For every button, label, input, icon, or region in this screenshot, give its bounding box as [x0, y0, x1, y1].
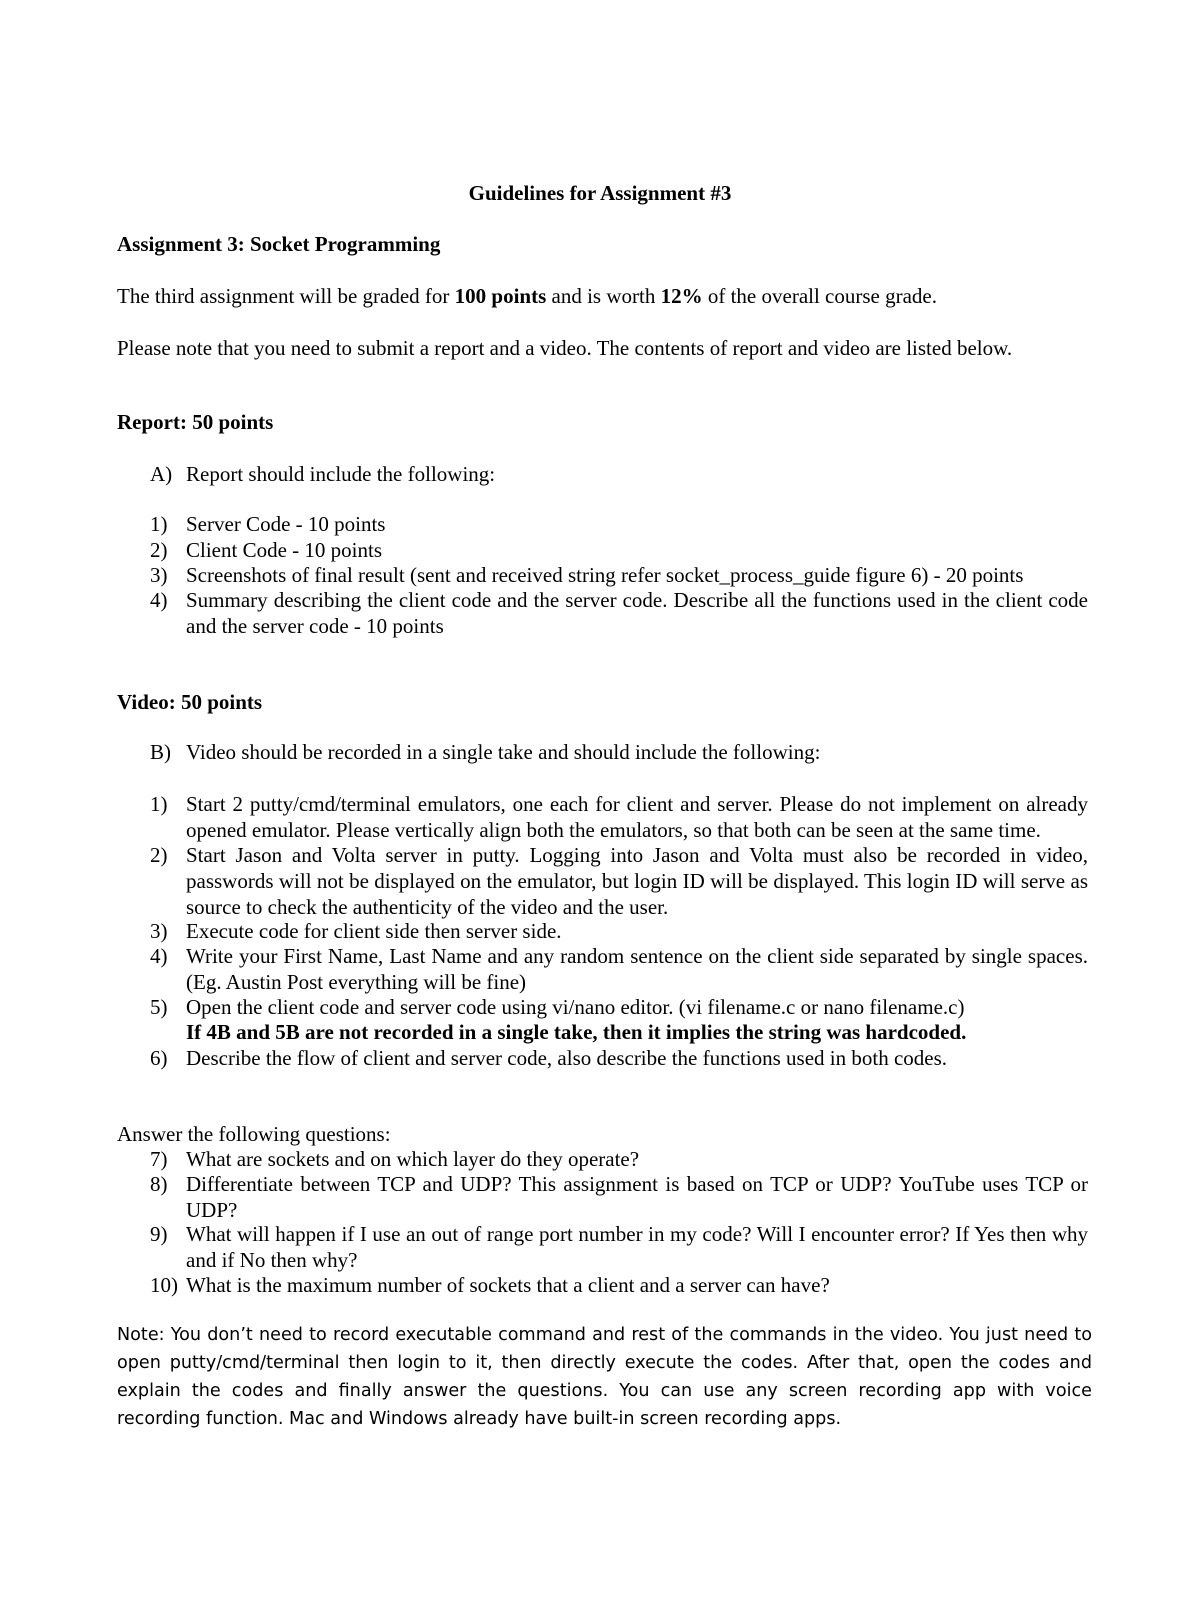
video-heading: Video: 50 points — [117, 690, 263, 714]
list-marker: 1) — [150, 512, 168, 536]
list-marker: 3) — [150, 919, 168, 943]
list-item: Open the client code and server code using vi/nano editor. (vi filename.c or nano filename.c) — [186, 995, 965, 1019]
list-marker: 4) — [150, 588, 168, 612]
grading-points: 100 points — [454, 284, 547, 308]
list-marker: 4) — [150, 944, 168, 968]
list-item: Describe the flow of client and server code, also describe the functions used in both codes. — [186, 1046, 948, 1070]
list-item: What are sockets and on which layer do they operate? — [186, 1147, 640, 1171]
grading-percent: 12% — [660, 284, 703, 308]
report-intro: Report should include the following: — [186, 462, 496, 486]
report-heading: Report: 50 points — [117, 410, 274, 434]
grading-pre: The third assignment will be graded for — [117, 284, 455, 308]
list-marker: 7) — [150, 1147, 168, 1171]
list-marker: 5) — [150, 995, 168, 1019]
list-item: Start Jason and Volta server in putty. Logging into Jason and Volta must also be recorded in video, passwords will not be displayed on the emulator, but login ID will be displayed. This login ID will serve as source to check the authenticity of the video and the user. — [186, 843, 1088, 919]
assignment-heading: Assignment 3: Socket Programming — [117, 232, 441, 256]
grading-statement — [117, 283, 937, 309]
list-marker: 6) — [150, 1046, 168, 1070]
list-item: Summary describing the client code and the server code. Describe all the functions used in the client code and the server code - 10 points — [186, 588, 1088, 638]
list-item: What will happen if I use an out of range port number in my code? Will I encounter error? If Yes then why and if No then why? — [186, 1222, 1088, 1272]
list-marker: 2) — [150, 538, 168, 562]
report-intro-marker: A) — [150, 462, 173, 486]
closing-note: Note: You don’t need to record executable command and rest of the commands in the video. You just need to open putty/cmd/terminal then login to it, then directly execute the codes. After that, open the codes and explain the codes and finally answer the questions. You can use any screen recording app with voice recording function. Mac and Windows already have built-in screen recording apps. — [117, 1325, 1092, 1429]
list-item: Start 2 putty/cmd/terminal emulators, one each for client and server. Please do not implement on already opened emulator. Please vertically align both the emulators, so that both can be seen at the same time. — [186, 792, 1088, 842]
submit-note: Please note that you need to submit a report and a video. The contents of report and video are listed below. — [117, 336, 1013, 360]
list-marker: 8) — [150, 1172, 168, 1196]
list-item: Write your First Name, Last Name and any random sentence on the client side separated by single spaces. (Eg. Austin Post everything will be fine) — [186, 944, 1088, 994]
list-item: Server Code - 10 points — [186, 512, 386, 536]
list-item: What is the maximum number of sockets that a client and a server can have? — [186, 1273, 830, 1297]
video-intro-marker: B) — [150, 740, 171, 764]
list-marker: 2) — [150, 843, 168, 867]
list-item: Differentiate between TCP and UDP? This assignment is based on TCP or UDP? YouTube uses TCP or UDP? — [186, 1172, 1088, 1222]
list-marker: 1) — [150, 792, 168, 816]
list-marker: 9) — [150, 1222, 168, 1246]
document-title: Guidelines for Assignment #3 — [468, 181, 732, 205]
hardcode-warning: If 4B and 5B are not recorded in a single take, then it implies the string was hardcoded. — [186, 1020, 967, 1044]
list-marker: 10) — [150, 1273, 178, 1297]
list-item: Execute code for client side then server side. — [186, 919, 562, 943]
video-intro: Video should be recorded in a single take and should include the following: — [186, 740, 821, 764]
list-item: Client Code - 10 points — [186, 538, 382, 562]
list-item: Screenshots of final result (sent and received string refer socket_process_guide figure 6) - 20 points — [186, 563, 1024, 587]
list-marker: 3) — [150, 563, 168, 587]
grading-mid: and is worth — [546, 284, 661, 308]
grading-post: of the overall course grade. — [702, 284, 938, 308]
questions-intro: Answer the following questions: — [117, 1122, 391, 1146]
